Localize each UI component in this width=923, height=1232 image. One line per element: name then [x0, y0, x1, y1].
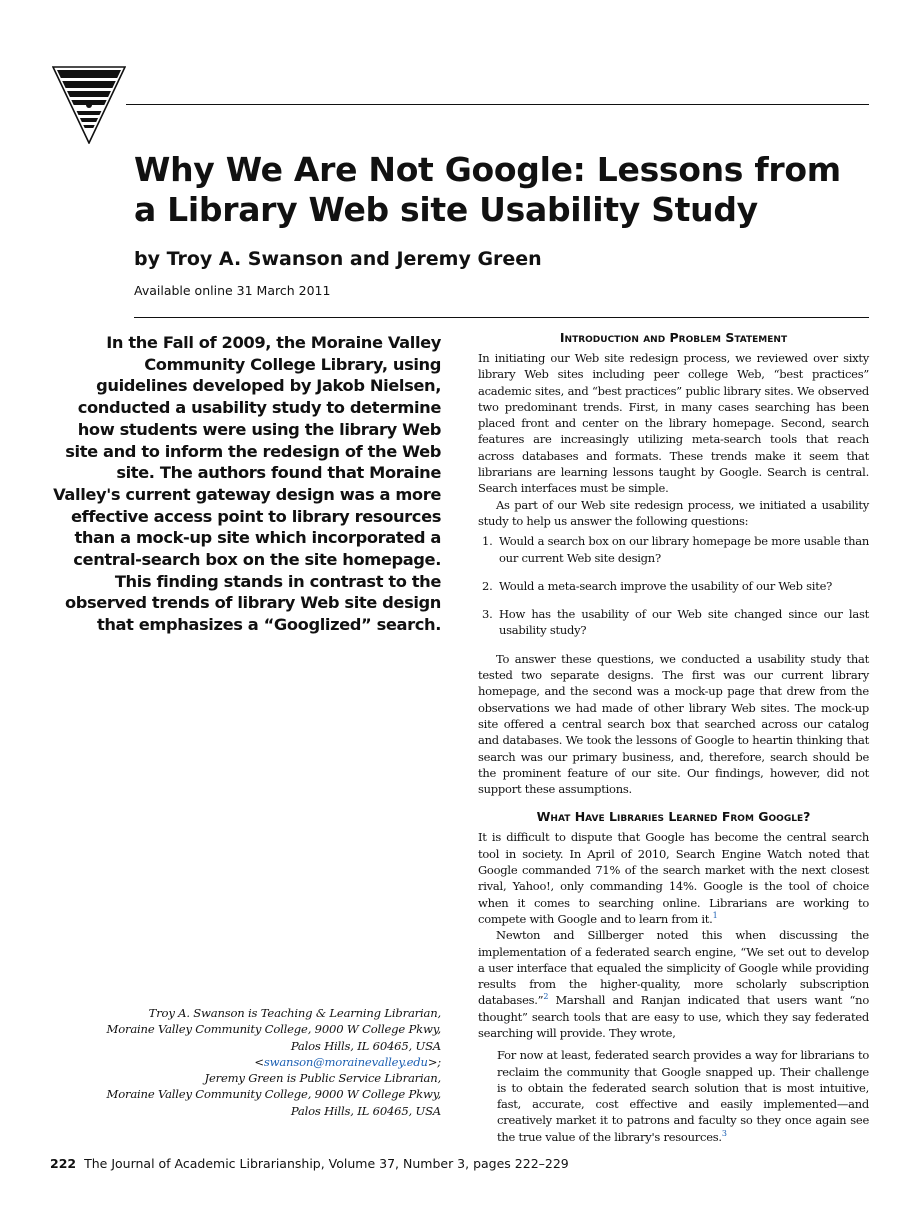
- list-item: [478, 606, 869, 639]
- footnote-ref[interactable]: 3: [721, 1128, 727, 1138]
- list-item-text: Would a search box on our library homepage be more usable than our current Web site design?: [499, 534, 869, 565]
- abstract: In the Fall of 2009, the Moraine Valley Community College Library, using guidelines developed by Jakob Nielsen, conducted a usability study to determine how students were using the library Web site and to inform the redesign of the Web site. The authors found that Moraine Valley's current gateway design was a more effective access point to library resources than a mock-up site which incorporated a central-search box on the site homepage. This finding stands in contrast to the observed trends of library Web site design that emphasizes a “Googlized” search.: [53, 333, 441, 635]
- author-affiliations: [100, 1005, 441, 1119]
- section-heading-introduction: Introduction and Problem Statement: [559, 330, 788, 345]
- affiliation-line: Palos Hills, IL 60465, USA: [290, 1103, 441, 1118]
- affiliation-line: Moraine Valley Community College, 9000 W College Pkwy,: [106, 1087, 441, 1102]
- email-close: >;: [427, 1054, 441, 1069]
- list-item: [478, 578, 869, 594]
- paragraph: In initiating our Web site redesign process, we reviewed over sixty library Web sites including peer college Web, “best practices” academic sites, and “best practices” public library sites. We observed two predominant trends. First, in many cases searching has been placed front and center on the library homepage. Second, search features are increasingly utilizing meta-search tools that reach across databases and formats. These trends make it seem that librarians are learning lessons taught by Google. Search is central. Search interfaces must be simple.: [478, 351, 869, 496]
- article-authors: by Troy A. Swanson and Jeremy Green: [134, 248, 542, 270]
- list-number: 1.: [482, 534, 493, 549]
- paragraph: It is difficult to dispute that Google has become the central search tool in society. In April of 2010, Search Engine Watch noted that Google commanded 71% of the search market with the next closest rival, Yahoo!, only commanding 14%. Google is the tool of choice when it comes to searching online. Librarians are working to compete with Google and to learn from it.$^1$: [478, 830, 869, 926]
- paragraph: As part of our Web site redesign process, we initiated a usability study to help us answer the following questions:: [478, 497, 869, 528]
- affiliation-email-line: [100, 1054, 441, 1070]
- paragraph: To answer these questions, we conducted a usability study that tested two separate designs. The first was our current library homepage, and the second was a mock-up page that drew from the observations we had made of other library Web sites. The mock-up site offered a central search box that searched across our catalog and databases. We took the lessons of Google to heartin thinking that search was our primary business, and, therefore, search should be the prominent feature of our site. Our findings, however, did not support these assumptions.: [478, 651, 869, 797]
- author-email-link[interactable]: swanson@morainevalley.edu: [263, 1054, 428, 1069]
- header-rule: [126, 104, 869, 105]
- affiliation-line: Jeremy Green is Public Service Librarian,: [204, 1071, 441, 1086]
- affiliation-line: Moraine Valley Community College, 9000 W College Pkwy,: [106, 1022, 441, 1037]
- block-quote: For now at least, federated search provides a way for librarians to reclaim the community that Google snapped up. Their challenge is to obtain the federated search solution that is most intuitive, fast, accurate, cost effective and easily implemented—and creatively market it to patrons and faculty so they once again see the true value of the library's resources.$^3$: [497, 1048, 869, 1144]
- list-item-text: How has the usability of our Web site changed since our last usability study?: [499, 607, 869, 638]
- available-online-date: Available online 31 March 2011: [134, 283, 331, 298]
- email-open: <: [254, 1054, 264, 1069]
- research-questions-list: [478, 533, 869, 638]
- section-rule: [134, 317, 869, 318]
- journal-citation: The Journal of Academic Librarianship, Volume 37, Number 3, pages 222–229: [84, 1156, 569, 1171]
- list-number: 2.: [482, 578, 493, 593]
- list-item: [478, 533, 869, 566]
- article-title: Why We Are Not Google: Lessons from a Library Web site Usability Study: [134, 150, 841, 229]
- affiliation-line: Palos Hills, IL 60465, USA: [290, 1038, 441, 1053]
- body-column: [478, 328, 869, 1145]
- list-number: 3.: [482, 607, 493, 622]
- footnote-ref[interactable]: 1: [712, 911, 718, 921]
- paragraph: Newton and Sillberger noted this when discussing the implementation of a federated search engine, “We set out to develop a user interface that equaled the simplicity of Google while providing results from the higher-quality, more scholarly subscription databases.”$^2$ Marshall and Ranjan indicated that users want “no thought” search tools that are easy to use, which they say federated searching will provide. They wrote,: [478, 928, 869, 1040]
- page-number: 222: [50, 1156, 77, 1171]
- list-item-text: Would a meta-search improve the usability of our Web site?: [499, 578, 833, 593]
- footnote-ref[interactable]: 2: [543, 992, 549, 1002]
- journal-logo-icon: [52, 66, 126, 144]
- affiliation-line: Troy A. Swanson is Teaching & Learning Librarian,: [148, 1006, 441, 1020]
- page-footer: [50, 1154, 569, 1174]
- section-heading-google: What Have Libraries Learned From Google?: [536, 809, 811, 825]
